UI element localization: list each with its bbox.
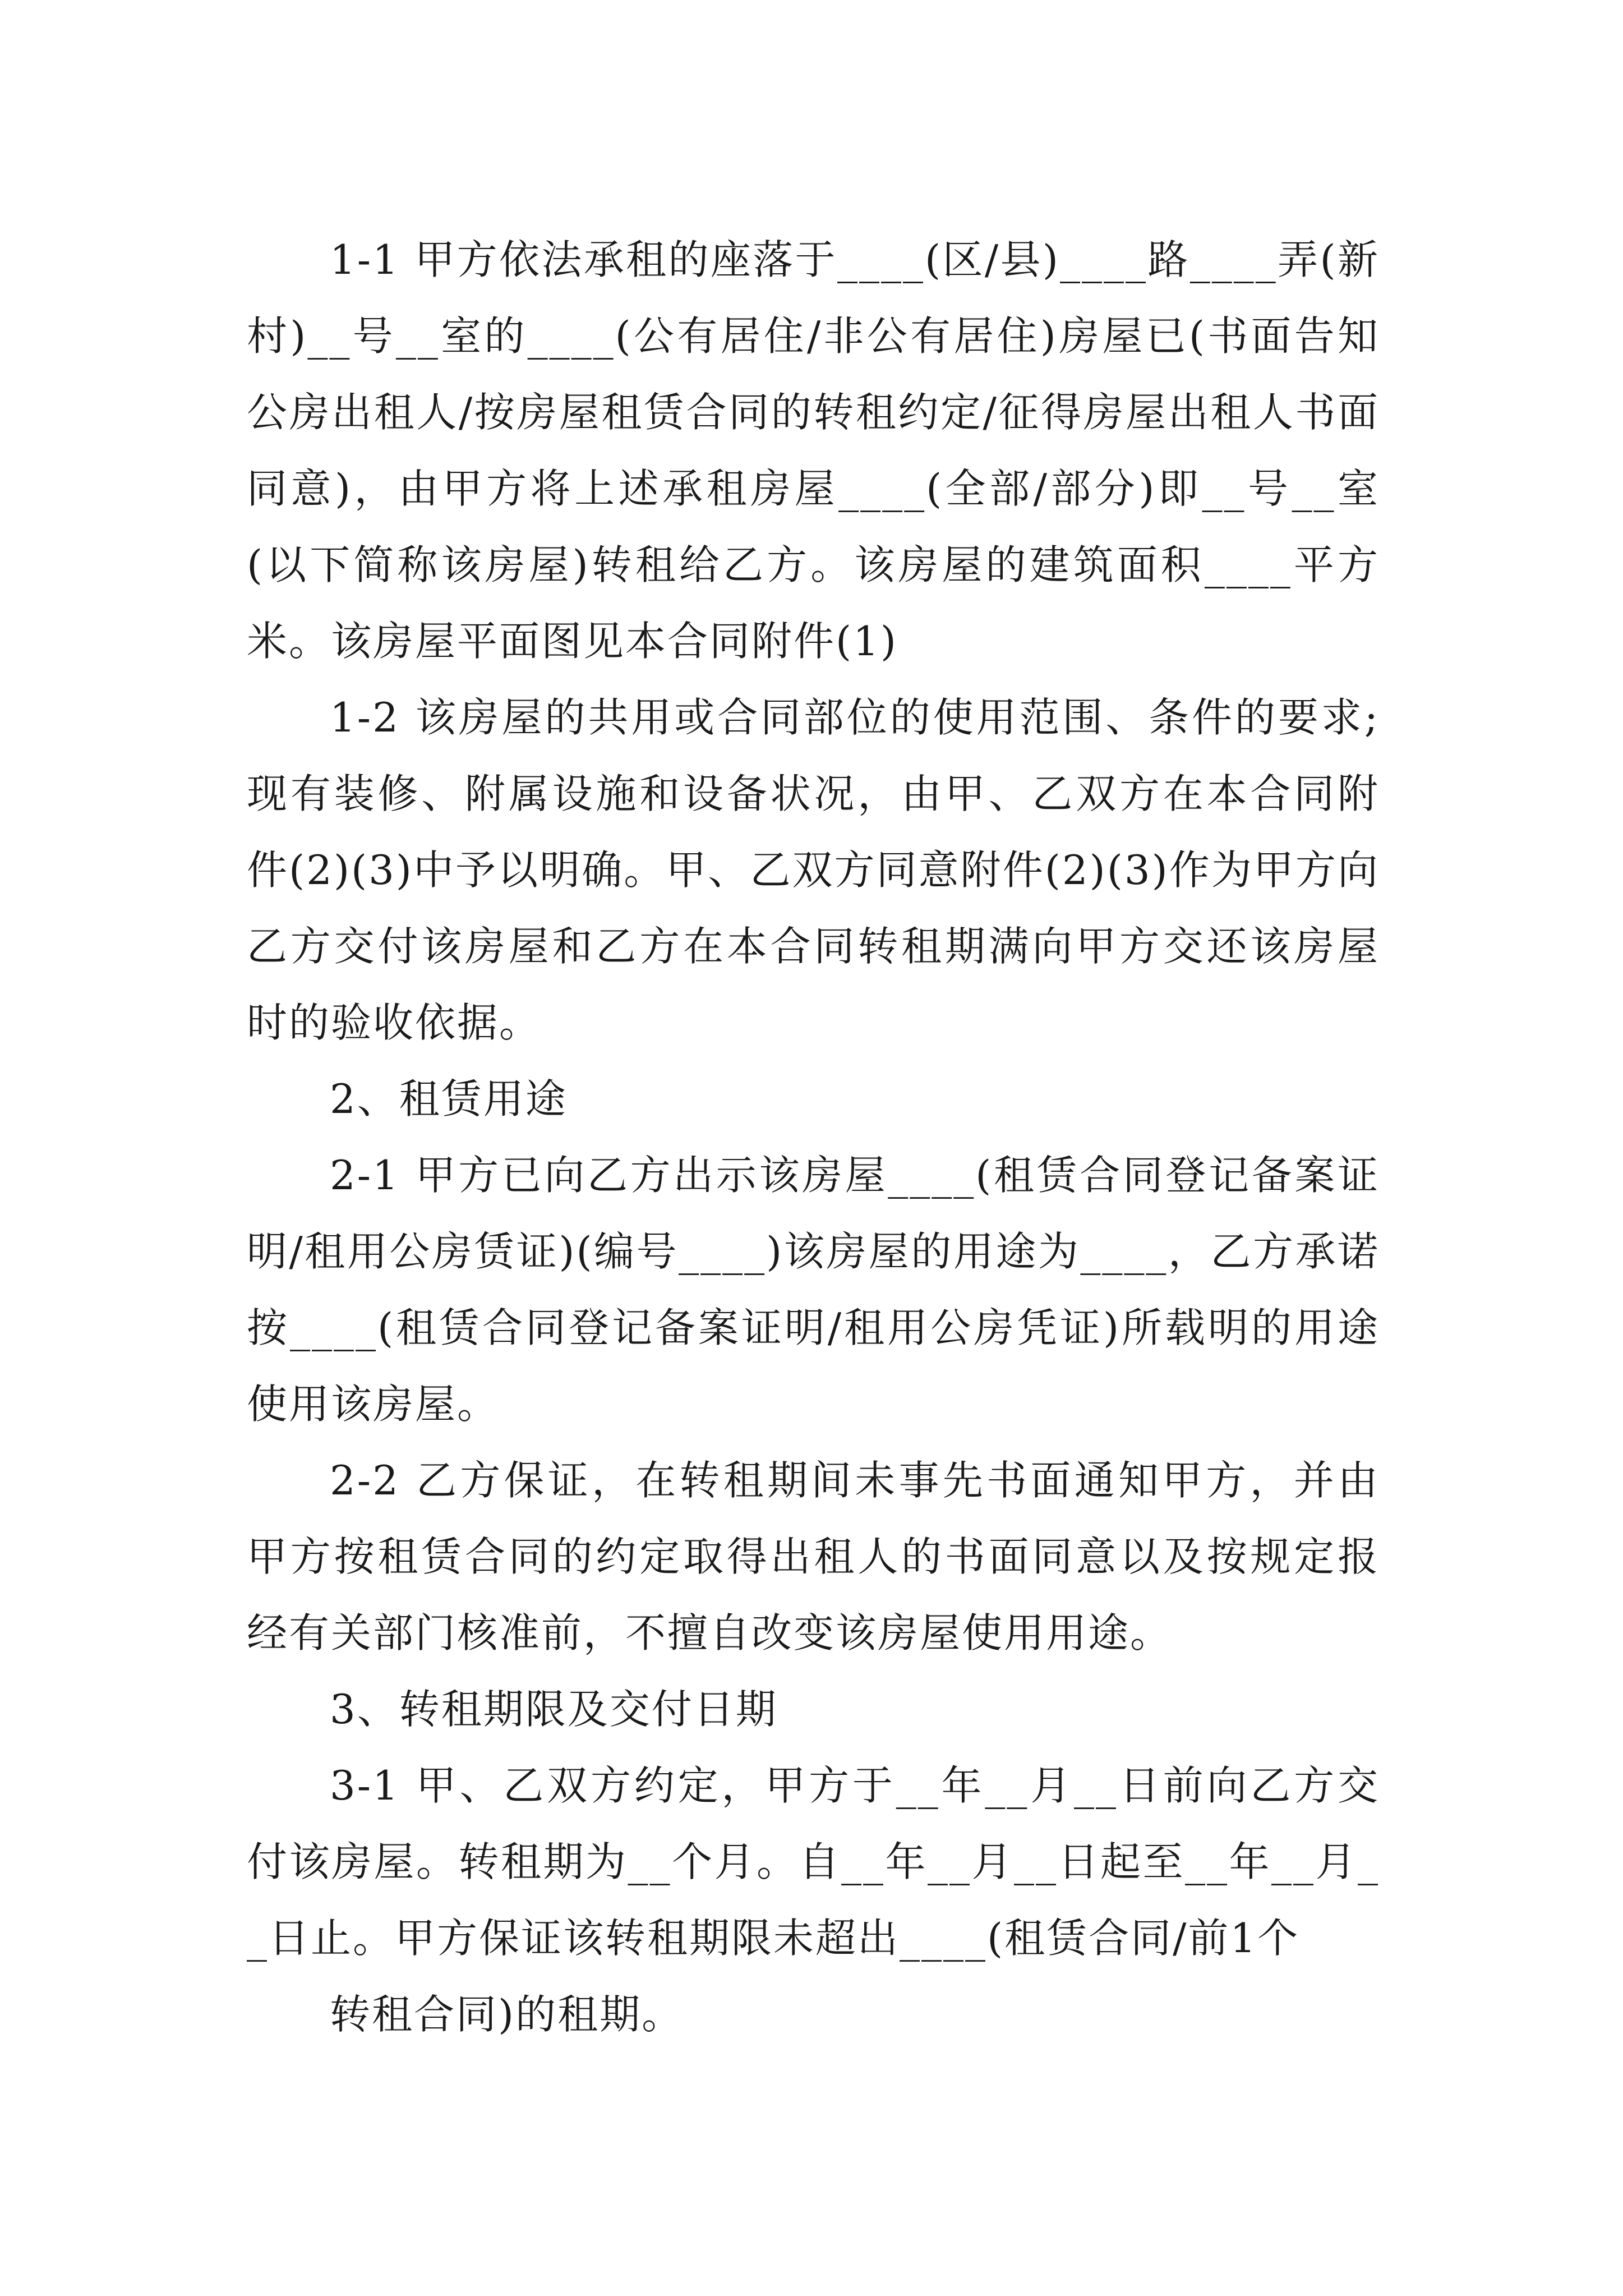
clause-2-1: 2-1 甲方已向乙方出示该房屋____(租赁合同登记备案证明/租用公房赁证)(编号____)该房屋的用途为____，乙方承诺按____(租赁合同登记备案证明/租用公房凭证)所载明的用途使用该房屋。 — [247, 1152, 1380, 1428]
clause-1-2: 1-2 该房屋的共用或合同部位的使用范围、条件的要求;现有装修、附属设施和设备状况，由甲、乙双方在本合同附件(2)(3)中予以明确。甲、乙双方同意附件(2)(3)作为甲方向乙方交付该房屋和乙方在本合同转租期满向甲方交还该房屋时的验收依据。 — [247, 694, 1380, 1046]
clause-3-1-continuation: 转租合同)的租期。 — [330, 1991, 684, 2038]
clause-3-1: 3-1 甲、乙双方约定，甲方于__年__月__日前向乙方交付该房屋。转租期为__个月。自__年__月__日起至__年__月__日止。甲方保证该转租期限未超出____(租赁合同/前1个 — [247, 1762, 1380, 1962]
clause-2-2: 2-2 乙方保证，在转租期间未事先书面通知甲方，并由甲方按租赁合同的约定取得出租人的书面同意以及按规定报经有关部门核准前，不擅自改变该房屋使用用途。 — [247, 1457, 1380, 1657]
clause-1-1: 1-1 甲方依法承租的座落于____(区/县)____路____弄(新村)__号__室的____(公有居住/非公有居住)房屋已(书面告知公房出租人/按房屋租赁合同的转租约定/征得房屋出租人书面同意)，由甲方将上述承租房屋____(全部/部分)即__号__室(以下简称该房屋)转租给乙方。该房屋的建筑面积____平方米。该房屋平面图见本合同附件(1) — [247, 236, 1380, 665]
document-body — [247, 222, 1380, 2053]
section-heading-3: 3、转租期限及交付日期 — [330, 1686, 778, 1733]
section-heading-2: 2、租赁用途 — [330, 1075, 568, 1122]
